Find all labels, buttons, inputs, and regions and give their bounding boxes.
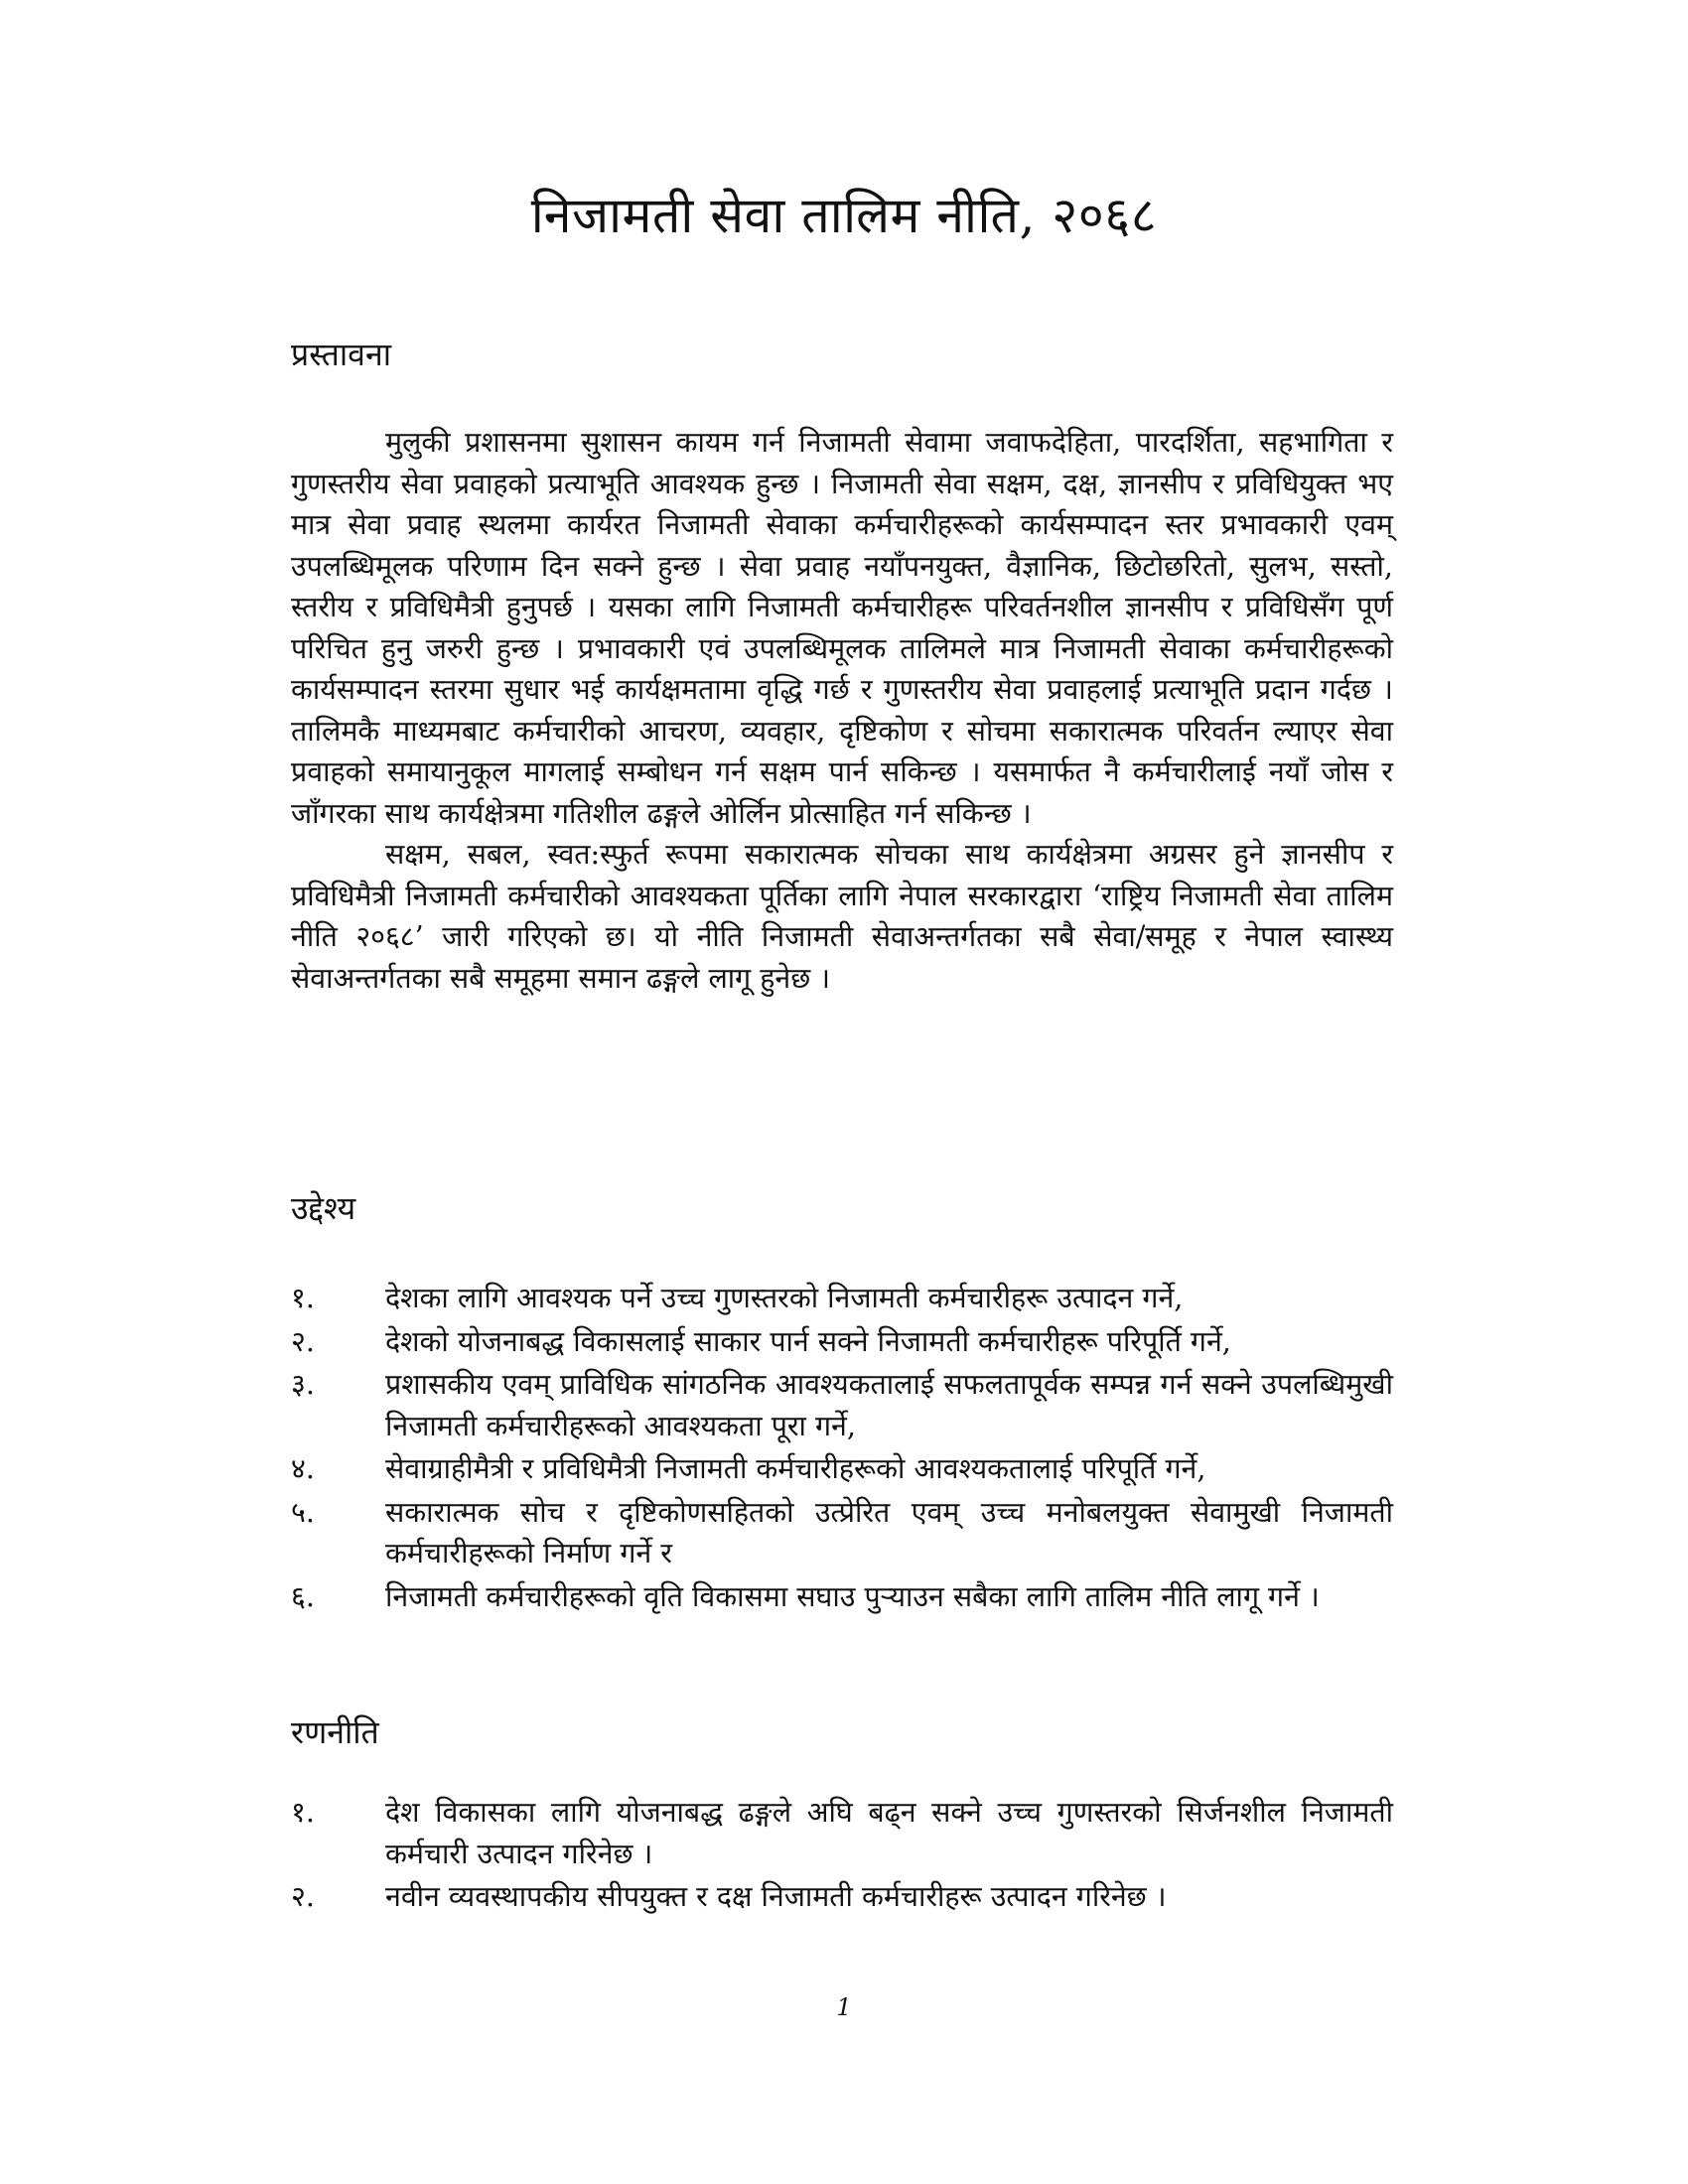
list-item [291,1448,1393,1490]
list-item-number: २. [291,1880,315,1913]
intro-paragraph: सक्षम, सबल, स्वत:स्फुर्त रूपमा सकारात्मक सोचका साथ कार्यक्षेत्रमा अग्रसर हुने ज्ञानसीप र प्रविधिमैत्री निजामती कर्मचारीको आवश्यकता पूर्तिका लागि नेपाल सरकारद्वारा ‘राष्ट्रिय निजामती सेवा तालिम नीति २०६८’ जारी गरिएको छ। यो नीति निजामती सेवाअन्तर्गतका सबै सेवा/समूह र नेपाल स्वास्थ्य सेवाअन्तर्गतका सबै समूहमा समान ढङ्गले लागू हुनेछ । [291,838,1393,995]
objectives-list [291,1278,1393,1619]
list-item [291,1492,1393,1574]
list-item-text: देश विकासका लागि योजनाबद्ध ढङ्गले अघि बढ्न सक्ने उच्च गुणस्तरको सिर्जनशील निजामती कर्मचारी उत्पादन गरिनेछ । [385,1796,1393,1870]
intro-paragraph: मुलुकी प्रशासनमा सुशासन कायम गर्न निजामती सेवामा जवाफदेहिता, पारदर्शिता, सहभागिता र गुणस्तरीय सेवा प्रवाहको प्रत्याभूति आवश्यक हुन्छ । निजामती सेवा सक्षम, दक्ष, ज्ञानसीप र प्रविधियुक्त भए मात्र सेवा प्रवाह स्थलमा कार्यरत निजामती सेवाका कर्मचारीहरूको कार्यसम्पादन स्तर प्रभावकारी एवम् उपलब्धिमूलक परिणाम दिन सक्ने हुन्छ । सेवा प्रवाह नयाँपनयुक्त, वैज्ञानिक, छिटोछरितो, सुलभ, सस्तो, स्तरीय र प्रविधिमैत्री हुनुपर्छ । यसका लागि निजामती कर्मचारीहरू परिवर्तनशील ज्ञानसीप र प्रविधिसँग पूर्ण परिचित हुनु जरुरी हुन्छ । प्रभावकारी एवं उपलब्धिमूलक तालिमले मात्र निजामती सेवाका कर्मचारीहरूको कार्यसम्पादन स्तरमा सुधार भई कार्यक्षमतामा वृद्धि गर्छ र गुणस्तरीय सेवा प्रवाहलाई प्रत्याभूति प्रदान गर्दछ । तालिमकै माध्यमबाट कर्मचारीको आचरण, व्यवहार, दृष्टिकोण र सोचमा सकारात्मक परिवर्तन ल्याएर सेवा प्रवाहको समायानुकूल मागलाई सम्बोधन गर्न सक्षम पार्न सकिन्छ । यसमार्फत नै कर्मचारीलाई नयाँ जोस र जाँगरका साथ कार्यक्षेत्रमा गतिशील ढङ्गले ओर्लिन प्रोत्साहित गर्न सकिन्छ । [291,426,1393,830]
list-item-text: सकारात्मक सोच र दृष्टिकोणसहितको उत्प्रेरित एवम् उच्च मनोबलयुक्त सेवामुखी निजामती कर्मचारीहरूको निर्माण गर्ने र [385,1495,1393,1570]
list-item-number: १. [291,1282,315,1314]
list-item-text: सेवाग्राहीमैत्री र प्रविधिमैत्री निजामती कर्मचारीहरूको आवश्यकतालाई परिपूर्ति गर्ने, [385,1452,1206,1485]
list-item [291,1278,1393,1319]
intro-body [291,422,1393,999]
list-item [291,1876,1393,1918]
list-item-number: ६. [291,1579,315,1613]
list-item-text: देशका लागि आवश्यक पर्ने उच्च गुणस्तरको निजामती कर्मचारीहरू उत्पादन गर्ने, [385,1282,1184,1314]
list-item-number: ३. [291,1368,315,1401]
list-item-number: २. [291,1324,315,1358]
document-title: निजामती सेवा तालिम नीति, २०६८ [530,187,1158,244]
strategy-list [291,1792,1393,1920]
page-number: 1 [836,1993,852,2021]
objectives-heading: उद्देश्य [291,1189,356,1227]
intro-heading: प्रस्तावना [291,336,392,373]
list-item-text: प्रशासकीय एवम् प्राविधिक सांगठनिक आवश्यकतालाई सफलतापूर्वक सम्पन्न गर्न सक्ने उपलब्धिमुखी निजामती कर्मचारीहरूको आवश्यकता पूरा गर्ने, [385,1368,1393,1442]
list-item [291,1792,1393,1874]
list-item-text: नवीन व्यवस्थापकीय सीपयुक्त र दक्ष निजामती कर्मचारीहरू उत्पादन गरिनेछ । [385,1880,1167,1913]
list-item-text: निजामती कर्मचारीहरूको वृति विकासमा सघाउ पुऱ्याउन सबैका लागि तालिम नीति लागू गर्ने । [385,1579,1320,1613]
list-item-number: ४. [291,1452,315,1485]
list-item-number: ५. [291,1495,315,1529]
list-item-number: १. [291,1796,315,1829]
strategy-heading: रणनीति [291,1713,379,1751]
list-item [291,1576,1393,1618]
list-item [291,1321,1393,1363]
list-item [291,1364,1393,1446]
list-item-text: देशको योजनाबद्ध विकासलाई साकार पार्न सक्ने निजामती कर्मचारीहरू परिपूर्ति गर्ने, [385,1324,1231,1358]
